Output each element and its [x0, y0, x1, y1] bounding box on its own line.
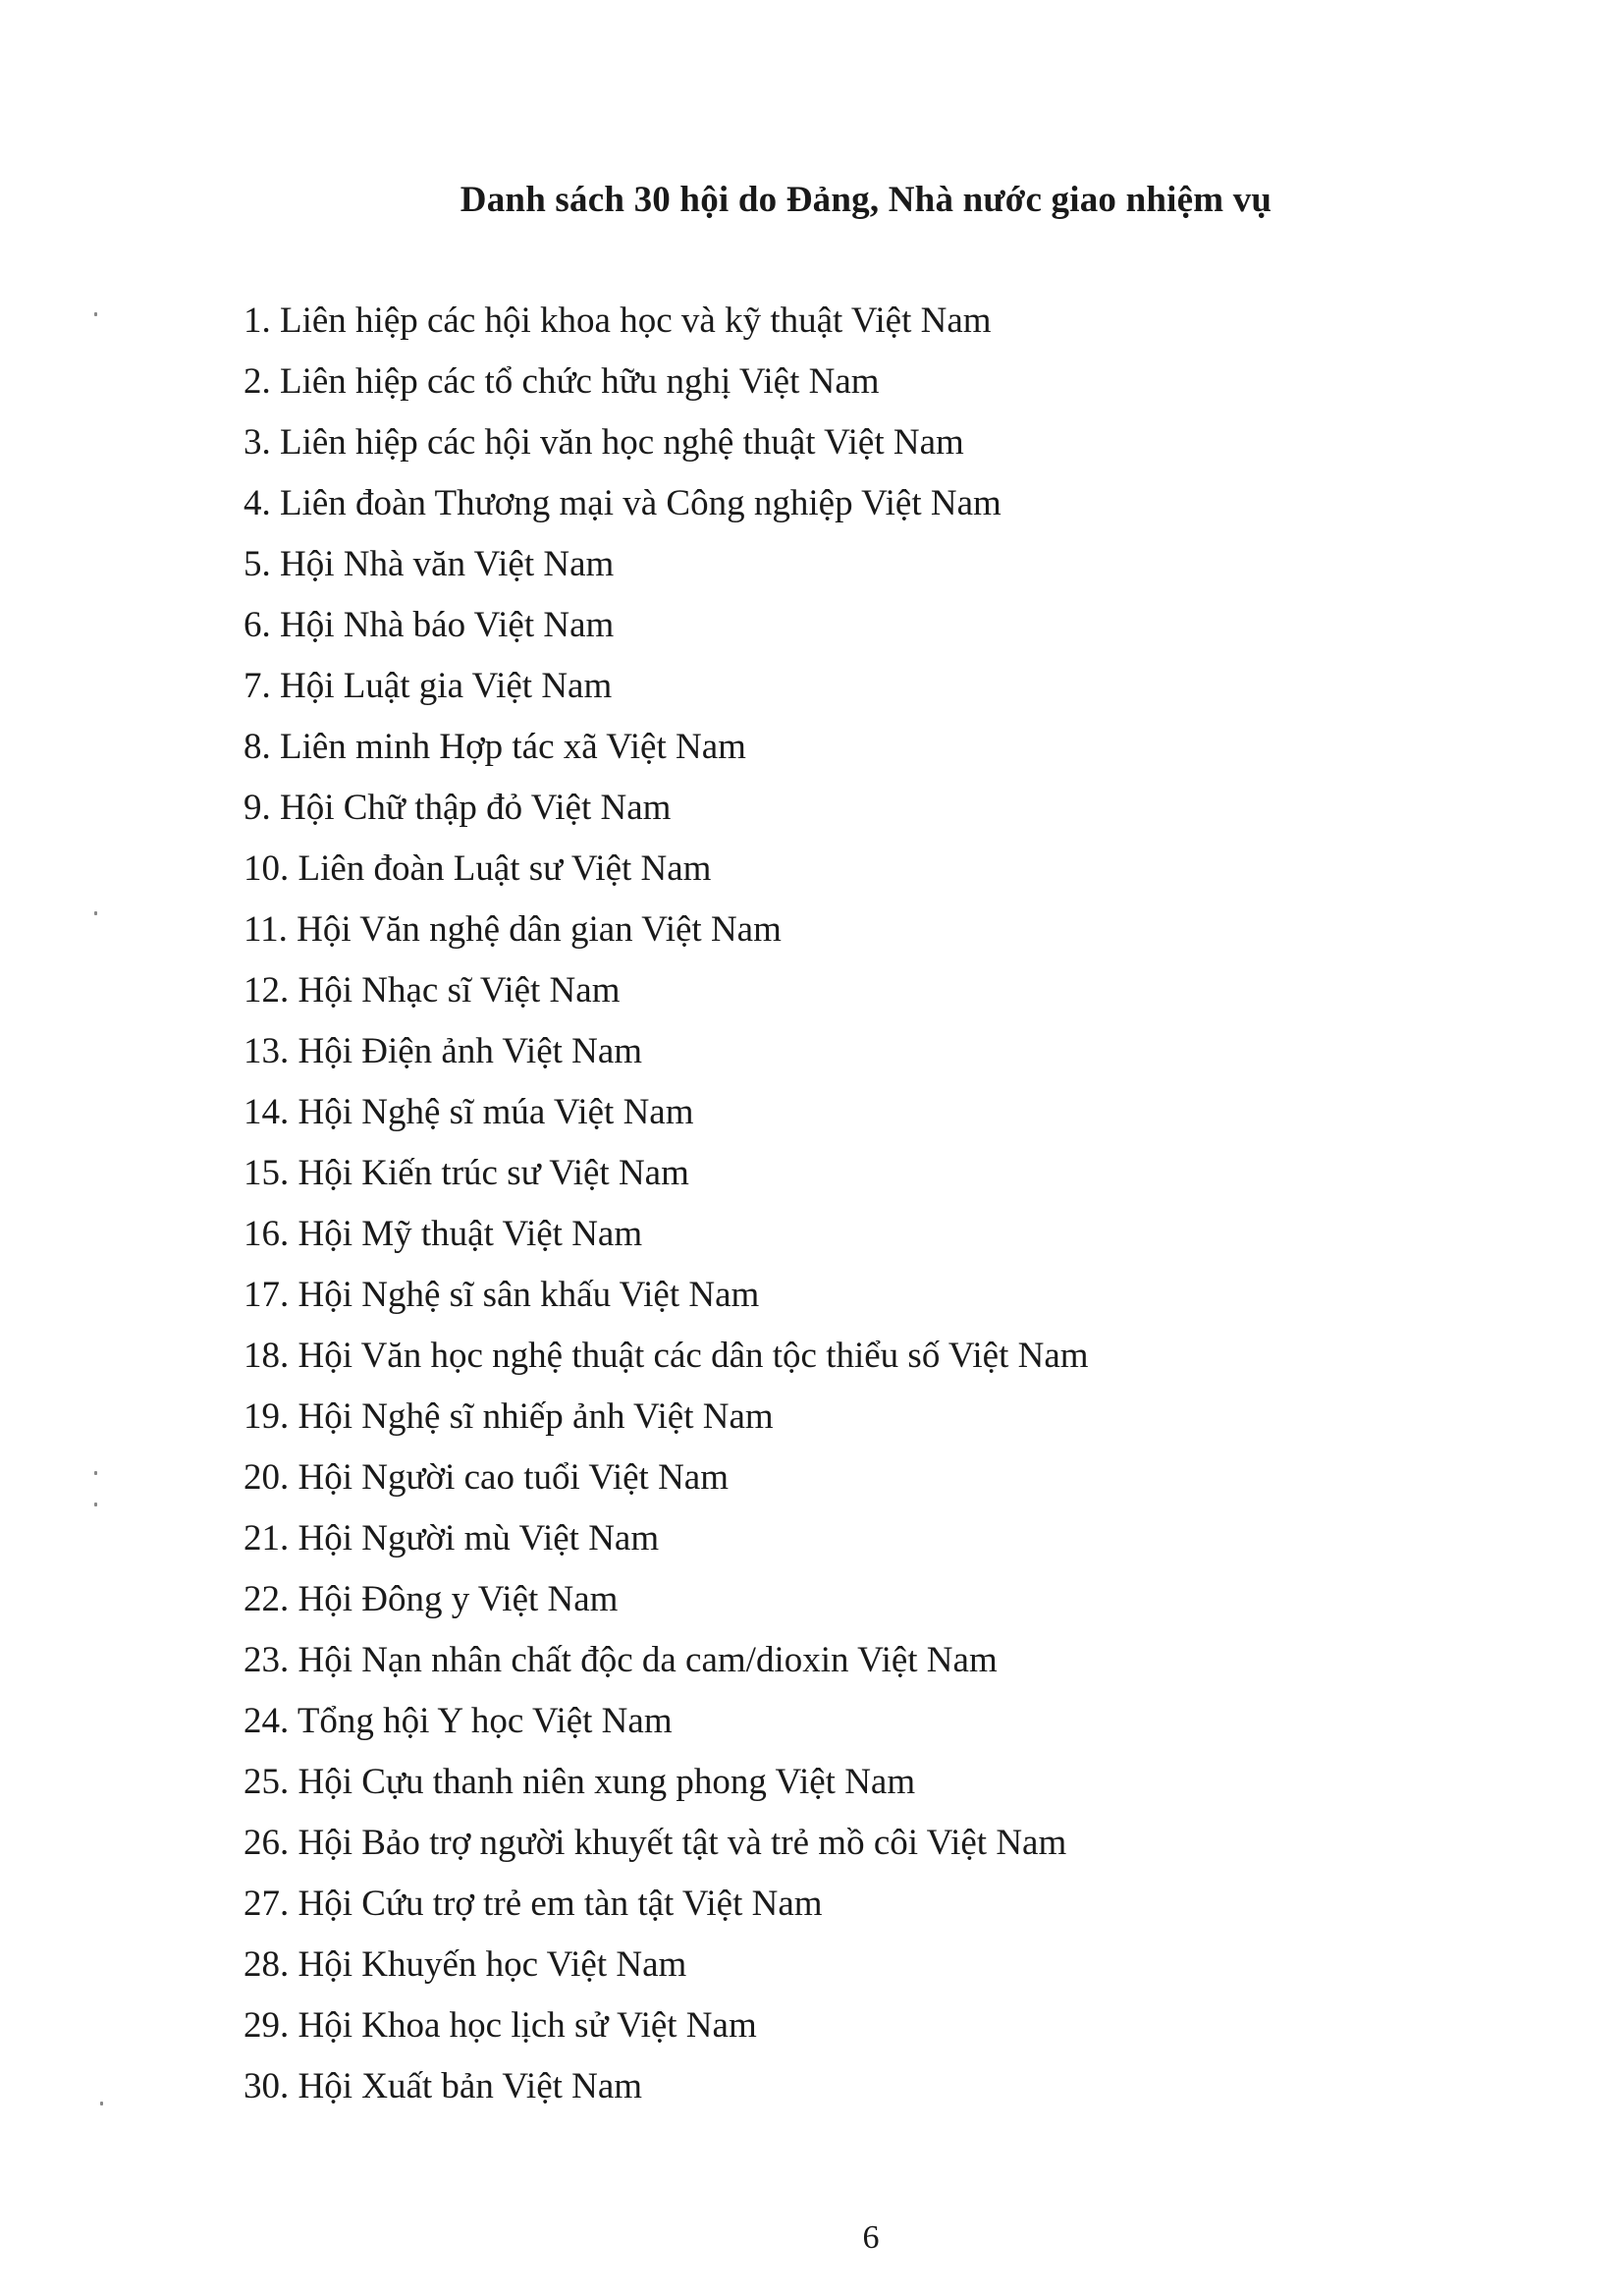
list-item: 27. Hội Cứu trợ trẻ em tàn tật Việt Nam — [244, 1884, 823, 1924]
list-item: 25. Hội Cựu thanh niên xung phong Việt Nam — [244, 1762, 916, 1802]
list-item: 13. Hội Điện ảnh Việt Nam — [244, 1031, 643, 1071]
list-item: 22. Hội Đông y Việt Nam — [244, 1579, 619, 1619]
scan-speck — [94, 1503, 97, 1506]
list-item: 14. Hội Nghệ sĩ múa Việt Nam — [244, 1092, 694, 1132]
list-item: 18. Hội Văn học nghệ thuật các dân tộc thiểu số Việt Nam — [244, 1336, 1089, 1376]
scan-speck — [94, 312, 97, 316]
list-item: 1. Liên hiệp các hội khoa học và kỹ thuật Việt Nam — [244, 301, 992, 341]
page-number: 6 — [862, 2219, 880, 2256]
list-item: 23. Hội Nạn nhân chất độc da cam/dioxin Việt Nam — [244, 1640, 998, 1680]
scan-speck — [94, 911, 97, 915]
document-title: Danh sách 30 hội do Đảng, Nhà nước giao nhiệm vụ — [460, 180, 1272, 220]
list-item: 30. Hội Xuất bản Việt Nam — [244, 2066, 643, 2106]
list-item: 11. Hội Văn nghệ dân gian Việt Nam — [244, 909, 782, 950]
list-item: 8. Liên minh Hợp tác xã Việt Nam — [244, 727, 746, 767]
list-item: 26. Hội Bảo trợ người khuyết tật và trẻ mồ côi Việt Nam — [244, 1823, 1067, 1863]
scan-speck — [100, 2102, 103, 2105]
list-item: 20. Hội Người cao tuổi Việt Nam — [244, 1457, 730, 1498]
list-item: 29. Hội Khoa học lịch sử Việt Nam — [244, 2005, 757, 2046]
list-item: 7. Hội Luật gia Việt Nam — [244, 666, 613, 706]
list-item: 16. Hội Mỹ thuật Việt Nam — [244, 1214, 643, 1254]
list-item: 9. Hội Chữ thập đỏ Việt Nam — [244, 788, 672, 828]
list-item: 12. Hội Nhạc sĩ Việt Nam — [244, 970, 621, 1011]
list-item: 3. Liên hiệp các hội văn học nghệ thuật Việt Nam — [244, 422, 964, 463]
list-item: 2. Liên hiệp các tổ chức hữu nghị Việt Nam — [244, 361, 880, 402]
list-item: 21. Hội Người mù Việt Nam — [244, 1518, 660, 1558]
scan-speck — [94, 1471, 97, 1475]
list-item: 28. Hội Khuyến học Việt Nam — [244, 1944, 687, 1985]
list-item: 19. Hội Nghệ sĩ nhiếp ảnh Việt Nam — [244, 1396, 774, 1437]
list-item: 4. Liên đoàn Thương mại và Công nghiệp Việt Nam — [244, 483, 1001, 523]
list-item: 15. Hội Kiến trúc sư Việt Nam — [244, 1153, 689, 1193]
list-item: 6. Hội Nhà báo Việt Nam — [244, 605, 615, 645]
list-item: 10. Liên đoàn Luật sư Việt Nam — [244, 848, 712, 889]
list-item: 17. Hội Nghệ sĩ sân khấu Việt Nam — [244, 1275, 760, 1315]
list-item: 24. Tổng hội Y học Việt Nam — [244, 1701, 673, 1741]
association-list — [244, 291, 1089, 2117]
list-item: 5. Hội Nhà văn Việt Nam — [244, 544, 615, 584]
